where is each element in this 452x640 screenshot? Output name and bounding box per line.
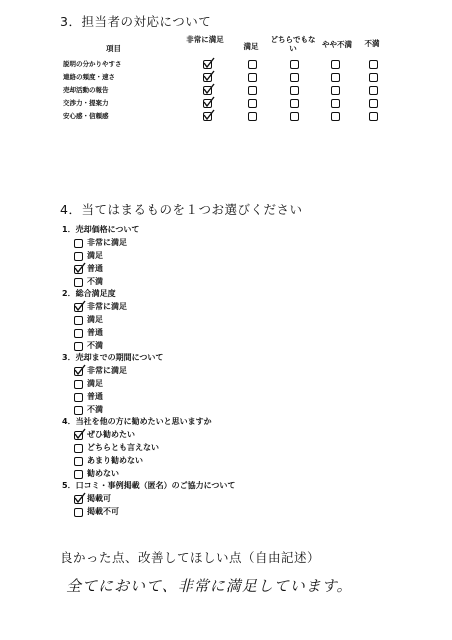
option-checkbox[interactable] [74,367,83,376]
section-4-heading: 4．当てはまるものを１つお選びください [60,202,303,217]
row-label: 交渉力・提案力 [63,99,109,107]
option-checkbox[interactable] [74,316,83,325]
rating-checkbox[interactable] [369,86,378,95]
item-column-header: 項目 [106,44,121,53]
option-checkbox[interactable] [74,380,83,389]
option-checkbox[interactable] [74,495,83,504]
option-checkbox[interactable] [74,431,83,440]
option-checkbox[interactable] [74,470,83,479]
rating-checkbox[interactable] [290,60,299,69]
option-checkbox[interactable] [74,303,83,312]
option-label: 満足 [87,315,103,324]
rating-checkbox[interactable] [203,60,212,69]
check-mark-icon [74,492,86,504]
question-title: 5．口コミ・事例掲載（匿名）のご協力について [62,481,236,490]
rating-checkbox[interactable] [248,112,257,121]
check-mark-icon [203,109,215,121]
rating-checkbox[interactable] [203,86,212,95]
check-mark-icon [74,428,86,440]
check-mark-icon [74,262,86,274]
option-label: 非常に満足 [87,238,127,247]
row-label: 説明の分かりやすさ [63,60,122,68]
option-label: 満足 [87,251,103,260]
option-label: 掲載可 [87,494,111,503]
option-checkbox[interactable] [74,278,83,287]
option-label: 普通 [87,392,103,401]
row-label: 連絡の頻度・速さ [63,73,115,81]
option-checkbox[interactable] [74,329,83,338]
option-checkbox[interactable] [74,252,83,261]
question-title: 4．当社を他の方に勧めたいと思いますか [62,417,212,426]
rating-checkbox[interactable] [203,99,212,108]
option-checkbox[interactable] [74,508,83,517]
option-label: 不満 [87,405,103,414]
rating-checkbox[interactable] [369,73,378,82]
option-label: 不満 [87,341,103,350]
option-label: 掲載不可 [87,507,119,516]
rating-checkbox[interactable] [331,60,340,69]
option-label: ぜひ勧めたい [87,430,135,439]
row-label: 安心感・信頼感 [63,112,109,120]
rating-checkbox[interactable] [248,73,257,82]
option-label: 満足 [87,379,103,388]
option-checkbox[interactable] [74,239,83,248]
check-mark-icon [203,57,215,69]
rating-checkbox[interactable] [203,112,212,121]
option-label: 非常に満足 [87,302,127,311]
option-label: どちらとも言えない [87,443,159,452]
rating-checkbox[interactable] [248,99,257,108]
option-checkbox[interactable] [74,406,83,415]
rating-checkbox[interactable] [203,73,212,82]
handwritten-comment: 全てにおいて、非常に満足しています。 [66,577,353,595]
rating-checkbox[interactable] [290,73,299,82]
rating-checkbox[interactable] [331,112,340,121]
section-3-heading: 3．担当者の対応について [60,14,212,29]
rating-checkbox[interactable] [331,73,340,82]
column-header-neutral: どちらでもない [270,35,316,53]
column-header-very-satisfied: 非常に満足 [186,35,224,44]
option-checkbox[interactable] [74,342,83,351]
rating-checkbox[interactable] [290,86,299,95]
option-label: 勧めない [87,469,119,478]
rating-checkbox[interactable] [369,99,378,108]
check-mark-icon [203,96,215,108]
check-mark-icon [74,300,86,312]
rating-checkbox[interactable] [248,86,257,95]
option-checkbox[interactable] [74,265,83,274]
comments-heading: 良かった点、改善してほしい点（自由記述） [60,550,321,565]
check-mark-icon [203,83,215,95]
question-title: 2．総合満足度 [62,289,116,298]
option-label: 非常に満足 [87,366,127,375]
rating-checkbox[interactable] [369,60,378,69]
check-mark-icon [203,70,215,82]
option-label: 不満 [87,277,103,286]
rating-checkbox[interactable] [331,86,340,95]
option-checkbox[interactable] [74,457,83,466]
option-label: あまり勧めない [87,456,143,465]
column-header-satisfied: 満足 [243,42,259,51]
question-title: 3．売却までの期間について [62,353,164,362]
rating-checkbox[interactable] [331,99,340,108]
row-label: 売却活動の報告 [63,86,109,94]
option-checkbox[interactable] [74,393,83,402]
option-label: 普通 [87,264,103,273]
option-checkbox[interactable] [74,444,83,453]
rating-checkbox[interactable] [290,99,299,108]
rating-checkbox[interactable] [290,112,299,121]
check-mark-icon [74,364,86,376]
question-title: 1．売却価格について [62,225,140,234]
option-label: 普通 [87,328,103,337]
column-header-somewhat-dissatisfied: やや不満 [322,40,352,49]
rating-checkbox[interactable] [248,60,257,69]
column-header-dissatisfied: 不満 [364,39,380,48]
rating-checkbox[interactable] [369,112,378,121]
